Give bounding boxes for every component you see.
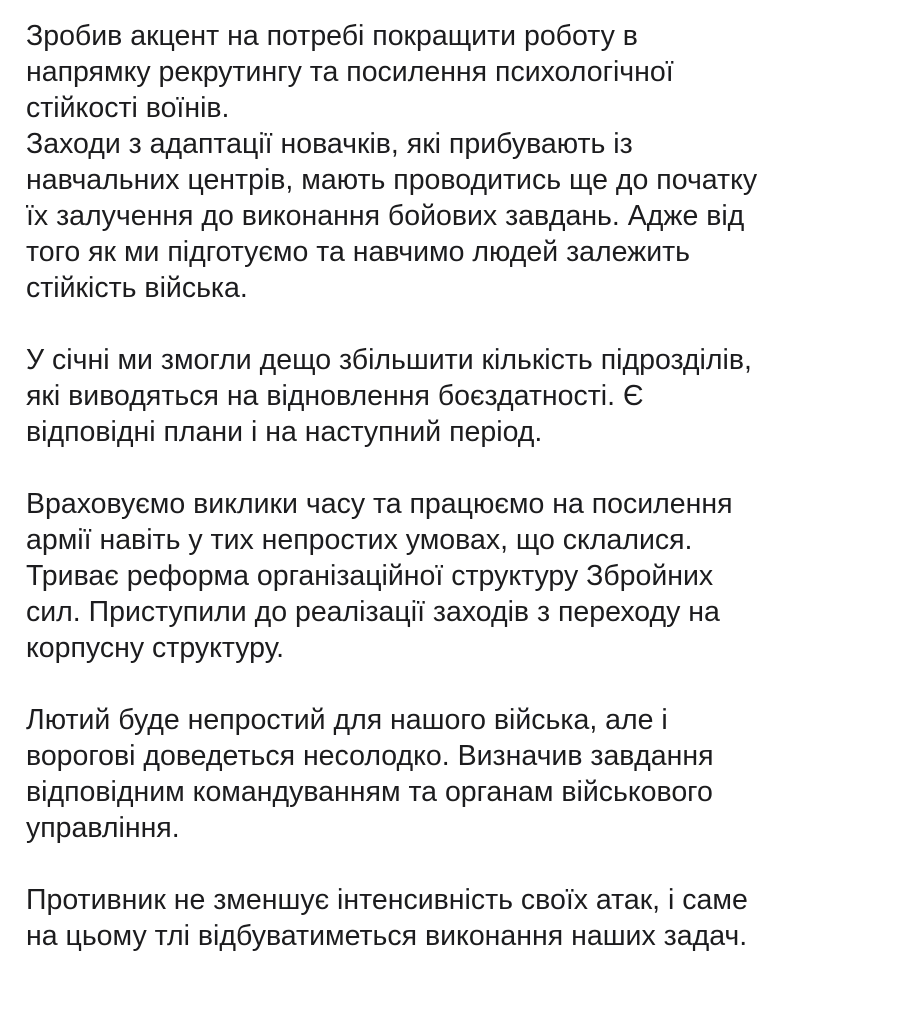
text-line: корпусну структуру.	[26, 632, 285, 664]
text-line: Триває реформа організаційної структуру Збройних	[26, 560, 714, 592]
text-line: напрямку рекрутингу та посилення психологічної	[26, 56, 674, 88]
text-line: відповідні плани і на наступний період.	[26, 416, 543, 448]
paragraph-combat-readiness	[26, 342, 886, 450]
text-line: які виводяться на відновлення боєздатності. Є	[26, 380, 644, 412]
post-text	[26, 0, 886, 1024]
text-line: стійкість війська.	[26, 272, 248, 304]
paragraph-recruiting	[26, 0, 886, 306]
text-line: управління.	[26, 812, 180, 844]
text-line: того як ми підготуємо та навчимо людей залежить	[26, 236, 691, 268]
paragraph-spacer	[26, 450, 886, 486]
text-line: їх залучення до виконання бойових завдань. Адже від	[26, 200, 745, 232]
text-line: відповідним командуванням та органам військового	[26, 776, 713, 808]
paragraph-spacer	[26, 306, 886, 342]
text-line: Противник не зменшує інтенсивність своїх атак, і саме	[26, 884, 748, 916]
paragraph-february	[26, 702, 886, 846]
text-line: Зробив акцент на потребі покращити роботу в	[26, 20, 638, 52]
text-line: Враховуємо виклики часу та працюємо на посилення	[26, 488, 733, 520]
text-line: Заходи з адаптації новачків, які прибувають із	[26, 128, 633, 160]
text-line: У січні ми змогли дещо збільшити кількість підрозділів,	[26, 344, 752, 376]
paragraph-spacer	[26, 846, 886, 882]
text-line: ворогові доведеться несолодко. Визначив завдання	[26, 740, 714, 772]
text-line: на цьому тлі відбуватиметься виконання наших задач.	[26, 920, 748, 952]
text-line: Лютий буде непростий для нашого війська, але і	[26, 704, 668, 736]
paragraph-spacer	[26, 666, 886, 702]
text-line: сил. Приступили до реалізації заходів з переходу на	[26, 596, 720, 628]
text-line: армії навіть у тих непростих умовах, що склалися.	[26, 524, 693, 556]
paragraph-enemy-attacks	[26, 882, 886, 954]
text-line: стійкості воїнів.	[26, 92, 230, 124]
paragraph-army-reform	[26, 486, 886, 666]
text-line: навчальних центрів, мають проводитись ще до початку	[26, 164, 758, 196]
